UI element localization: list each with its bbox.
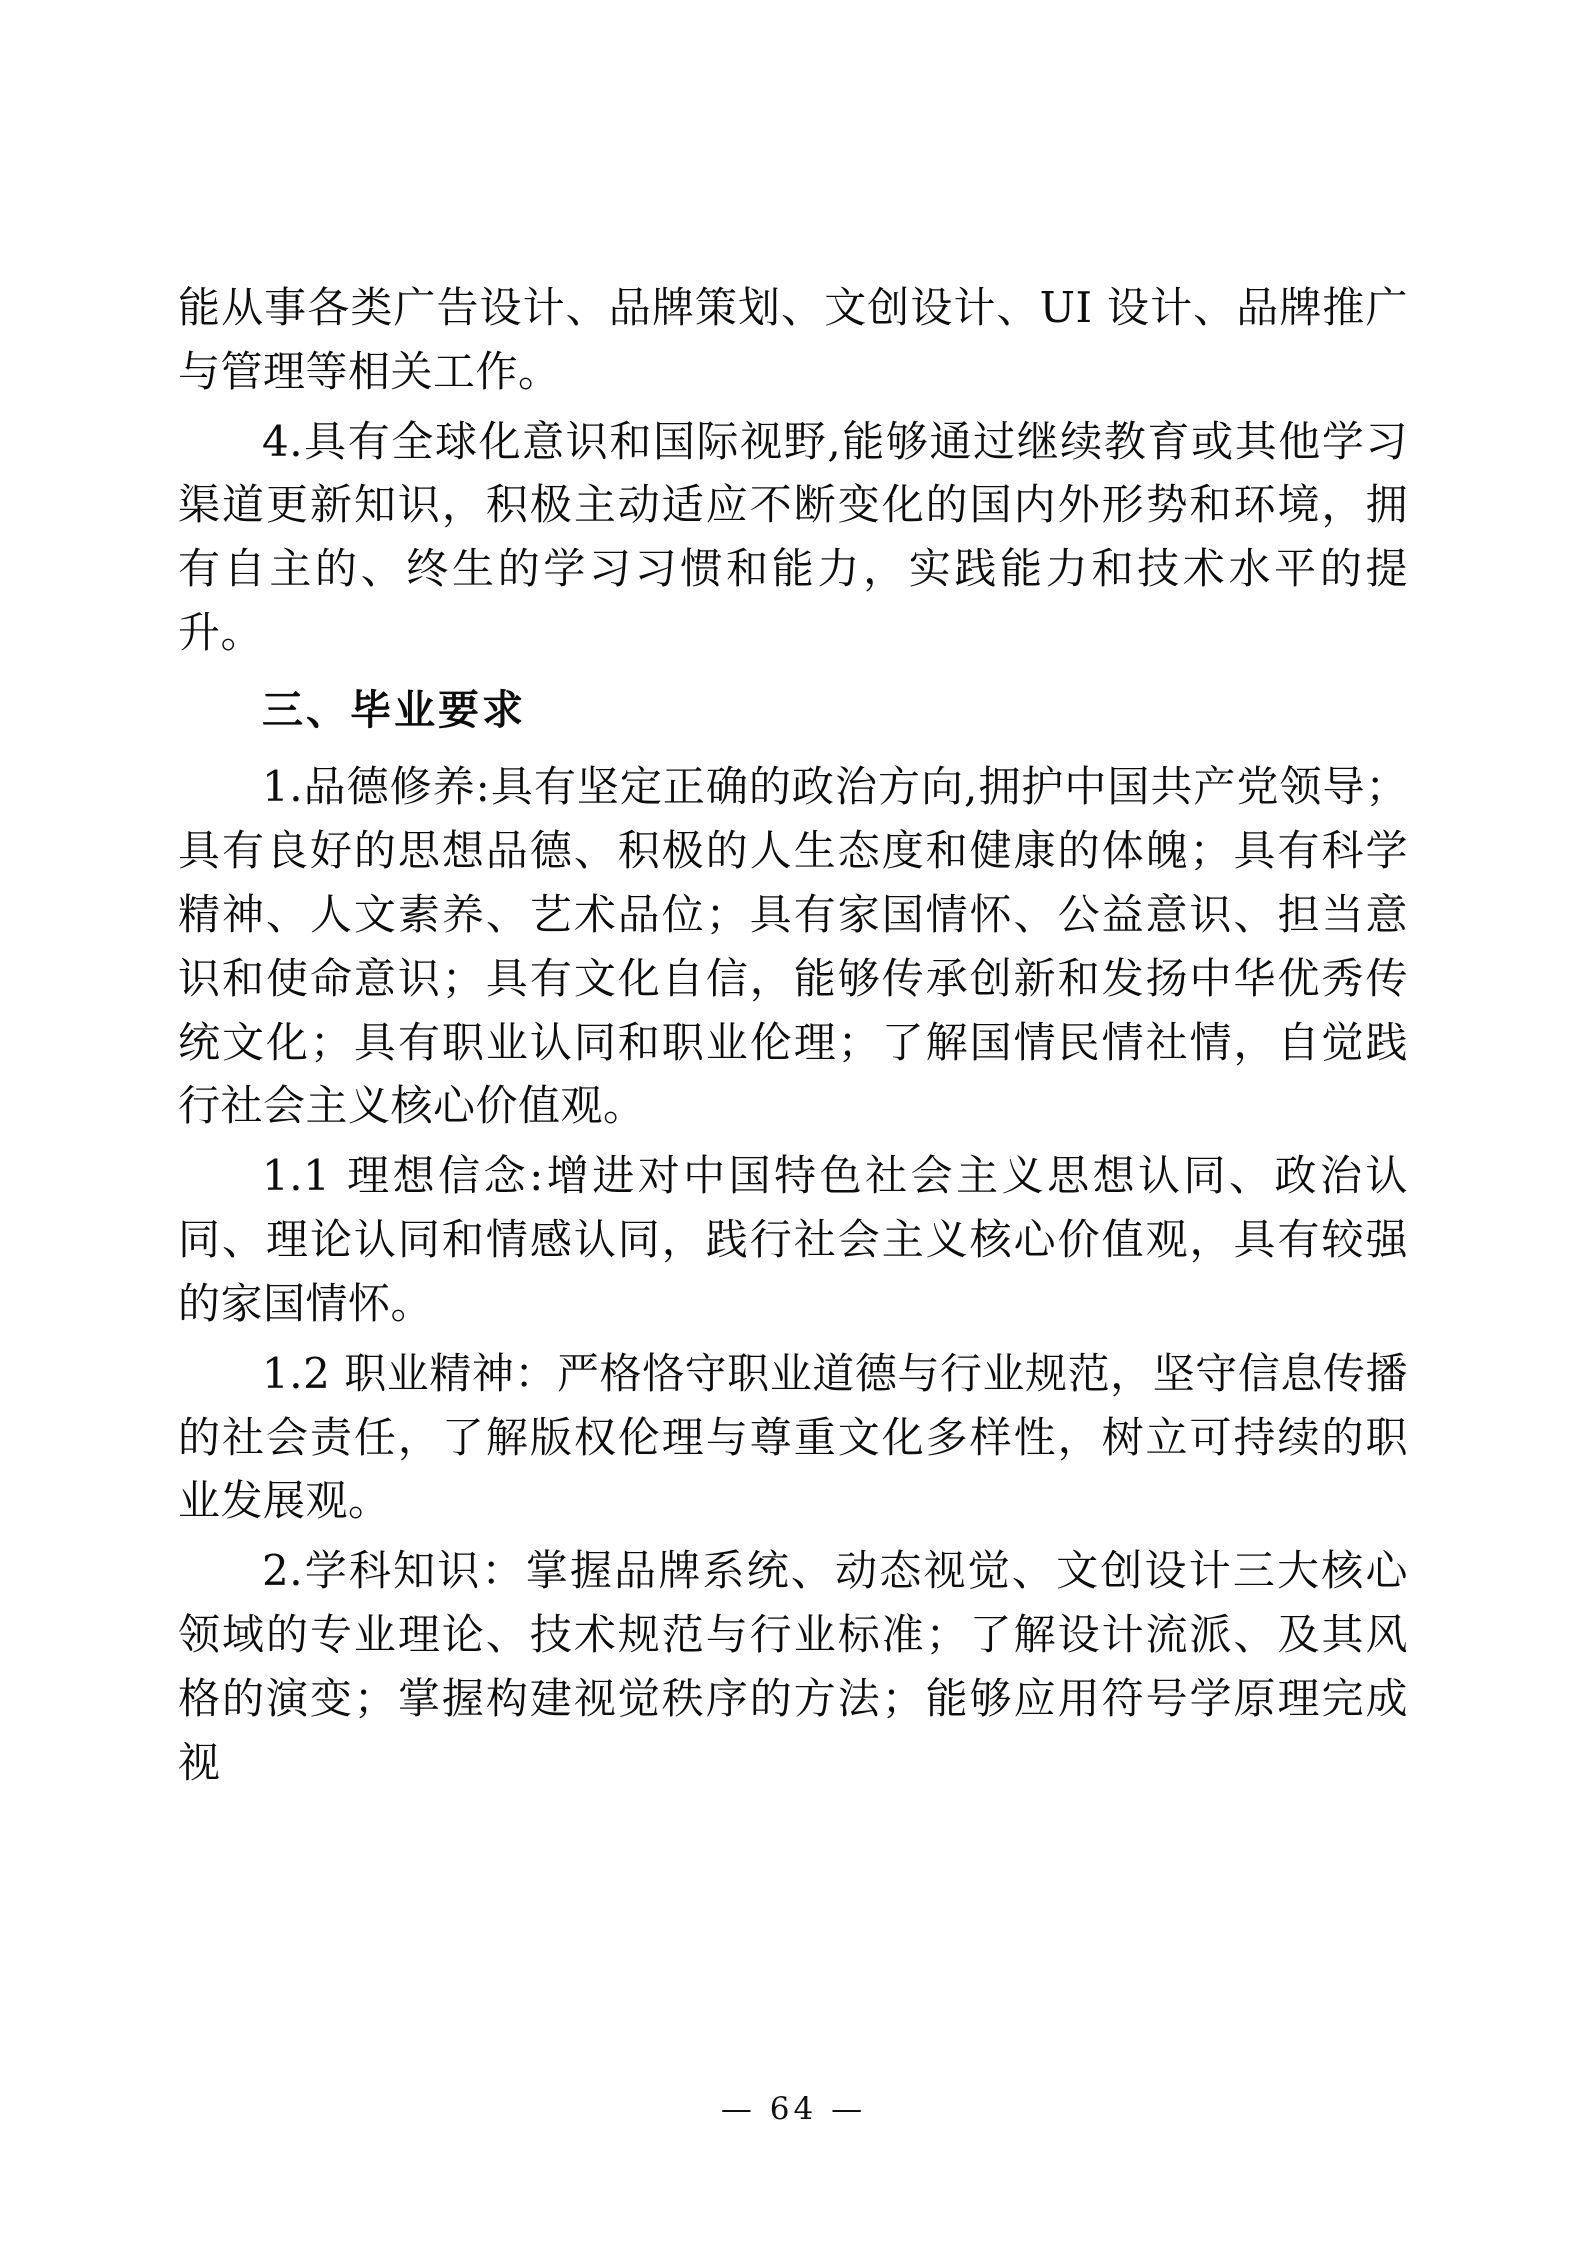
paragraph-item-1: 1.品德修养:具有坚定正确的政治方向,拥护中国共产党领导；具有良好的思想品德、积极的人生态度和健康的体魄；具有科学精神、人文素养、艺术品位；具有家国情怀、公益意识、担当意识和使命意识；具有文化自信，能够传承创新和发扬中华优秀传统文化；具有职业认同和职业伦理；了解国情民情社情，自觉践行社会主义核心价值观。: [178, 762, 1408, 1131]
paragraph-block: [178, 1539, 1408, 1794]
heading-block: [178, 679, 1408, 741]
paragraph-block: [178, 1342, 1408, 1533]
paragraph-item-2: 2.学科知识：掌握品牌系统、动态视觉、文创设计三大核心领域的专业理论、技术规范与行业标准；了解设计流派、及其风格的演变；掌握构建视觉秩序的方法；能够应用符号学原理完成视: [178, 1546, 1408, 1787]
paragraph-block: [178, 755, 1408, 1138]
page-footer: [0, 2091, 1587, 2127]
page-body-text: [178, 276, 1408, 1801]
paragraph-continued: 能从事各类广告设计、品牌策划、文创设计、UI 设计、品牌推广与管理等相关工作。: [178, 283, 1408, 396]
paragraph-item-4: 4.具有全球化意识和国际视野,能够通过继续教育或其他学习渠道更新知识，积极主动适应不断变化的国内外形势和环境，拥有自主的、终生的学习习惯和能力，实践能力和技术水平的提升。: [178, 416, 1408, 658]
paragraph-block: [178, 276, 1408, 404]
section-heading-graduation-requirements: 三、毕业要求: [262, 685, 526, 734]
paragraph-item-1-1: 1.1 理想信念:增进对中国特色社会主义思想认同、政治认同、理论认同和情感认同，践行社会主义核心价值观，具有较强的家国情怀。: [178, 1151, 1408, 1328]
paragraph-block: [178, 410, 1408, 665]
page-number: — 64 —: [720, 2091, 867, 2127]
paragraph-block: [178, 1144, 1408, 1335]
paragraph-item-1-2: 1.2 职业精神：严格恪守职业道德与行业规范，坚守信息传播的社会责任，了解版权伦理与尊重文化多样性，树立可持续的职业发展观。: [178, 1348, 1408, 1526]
